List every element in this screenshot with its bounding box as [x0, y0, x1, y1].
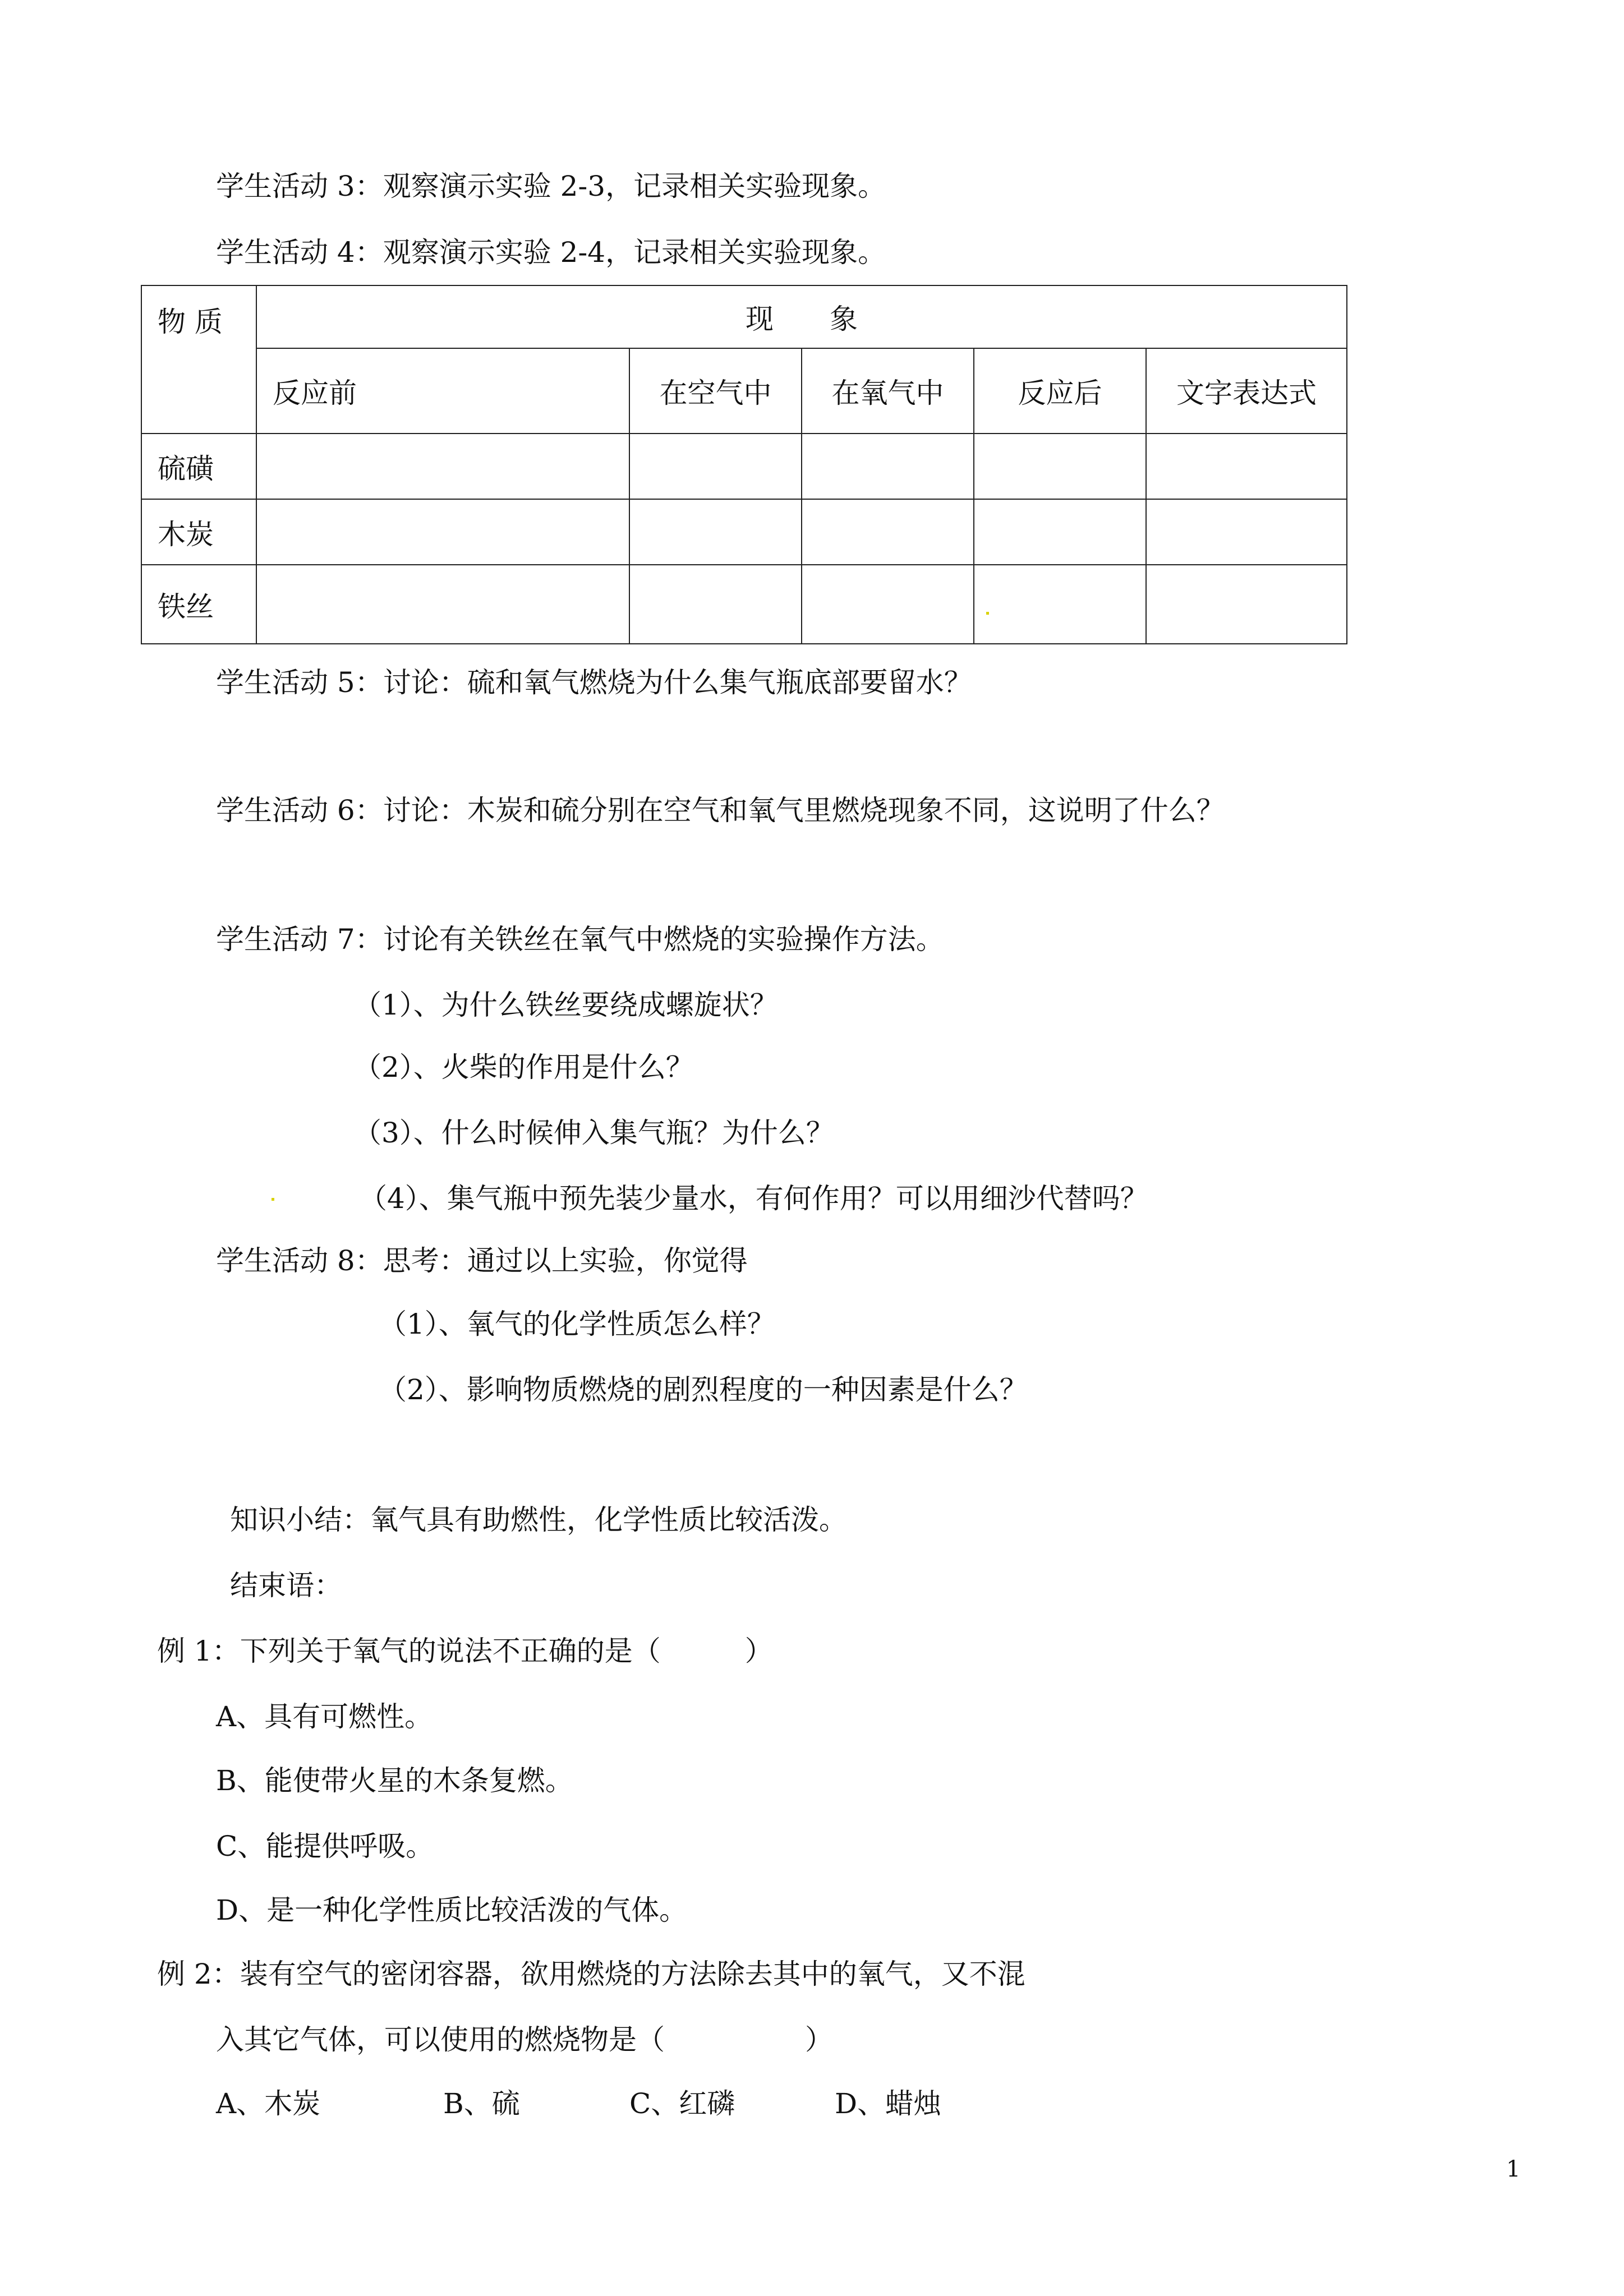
example-1-option-a: A、具有可燃性。	[216, 1700, 433, 1733]
column-header: 反应后	[974, 348, 1146, 434]
activity-3-text: 学生活动 3：观察演示实验 2-3，记录相关实验现象。	[216, 170, 886, 202]
table-cell	[256, 499, 629, 565]
knowledge-summary: 知识小结：氧气具有助燃性，化学性质比较活泼。	[230, 1504, 847, 1536]
table-cell	[629, 565, 802, 644]
example-2-option-b: B、硫	[443, 2087, 520, 2120]
example-2-option-a: A、木炭	[216, 2087, 321, 2120]
table-cell	[802, 565, 974, 644]
table-cell	[802, 499, 974, 565]
table-cell	[1146, 565, 1347, 644]
table-cell	[256, 565, 629, 644]
table-row	[141, 565, 1347, 644]
table-cell	[629, 434, 802, 499]
activity-6-text: 学生活动 6：讨论：木炭和硫分别在空气和氧气里燃烧现象不同，这说明了什么？	[216, 794, 1225, 827]
page-number: 1	[1506, 2156, 1521, 2182]
activity-7-question-1: （1）、为什么铁丝要绕成螺旋状？	[353, 989, 778, 1021]
example-2-options	[0, 2087, 1624, 2120]
activity-8-question-1: （1）、氧气的化学性质怎么样？	[379, 1308, 775, 1340]
example-1-option-c: C、能提供呼吸。	[216, 1830, 434, 1862]
example-2-option-c: C、红磷	[629, 2087, 735, 2120]
activity-5-text: 学生活动 5：讨论：硫和氧气燃烧为什么集气瓶底部要留水？	[216, 666, 972, 699]
substance-header: 物 质	[141, 285, 256, 434]
table-row	[141, 434, 1347, 499]
example-1-question: 例 1：下列关于氧气的说法不正确的是（ ）	[157, 1635, 773, 1667]
activity-7-question-4: （4）、集气瓶中预先装少量水，有何作用？可以用细沙代替吗？	[359, 1182, 1148, 1215]
closing-remarks: 结束语：	[230, 1569, 342, 1602]
ink-speck	[272, 1198, 274, 1201]
activity-8-title: 学生活动 8：思考：通过以上实验，你觉得	[216, 1244, 748, 1277]
example-2-question-line-2: 入其它气体，可以使用的燃烧物是（ ）	[216, 2023, 833, 2056]
row-label: 硫磺	[141, 434, 256, 499]
table-cell	[974, 434, 1146, 499]
table-cell	[629, 499, 802, 565]
table-cell	[256, 434, 629, 499]
row-label: 木炭	[141, 499, 256, 565]
table-cell	[1146, 499, 1347, 565]
table-cell	[1146, 434, 1347, 499]
phenomenon-table	[141, 285, 1347, 644]
activity-7-question-3: （3）、什么时候伸入集气瓶？为什么？	[353, 1117, 834, 1149]
activity-7-title: 学生活动 7：讨论有关铁丝在氧气中燃烧的实验操作方法。	[216, 923, 944, 956]
table-cell	[974, 499, 1146, 565]
column-header: 反应前	[256, 348, 629, 434]
table-cell	[802, 434, 974, 499]
example-1-option-d: D、是一种化学性质比较活泼的气体。	[216, 1894, 688, 1926]
example-2-question-line-1: 例 2：装有空气的密闭容器，欲用燃烧的方法除去其中的氧气，又不混	[157, 1958, 1025, 1990]
phenomenon-header: 现 象	[256, 285, 1347, 348]
activity-4-text: 学生活动 4：观察演示实验 2-4，记录相关实验现象。	[216, 236, 886, 269]
column-header: 在氧气中	[802, 348, 974, 434]
column-header: 文字表达式	[1146, 348, 1347, 434]
activity-7-question-2: （2）、火柴的作用是什么？	[353, 1051, 694, 1084]
table-row	[141, 499, 1347, 565]
example-2-option-d: D、蜡烛	[835, 2087, 942, 2120]
example-1-option-b: B、能使带火星的木条复燃。	[216, 1764, 573, 1797]
table-cell	[974, 565, 1146, 644]
column-header: 在空气中	[629, 348, 802, 434]
activity-8-question-2: （2）、影响物质燃烧的剧烈程度的一种因素是什么？	[379, 1373, 1028, 1406]
ink-speck	[986, 612, 989, 615]
row-label: 铁丝	[141, 565, 256, 644]
